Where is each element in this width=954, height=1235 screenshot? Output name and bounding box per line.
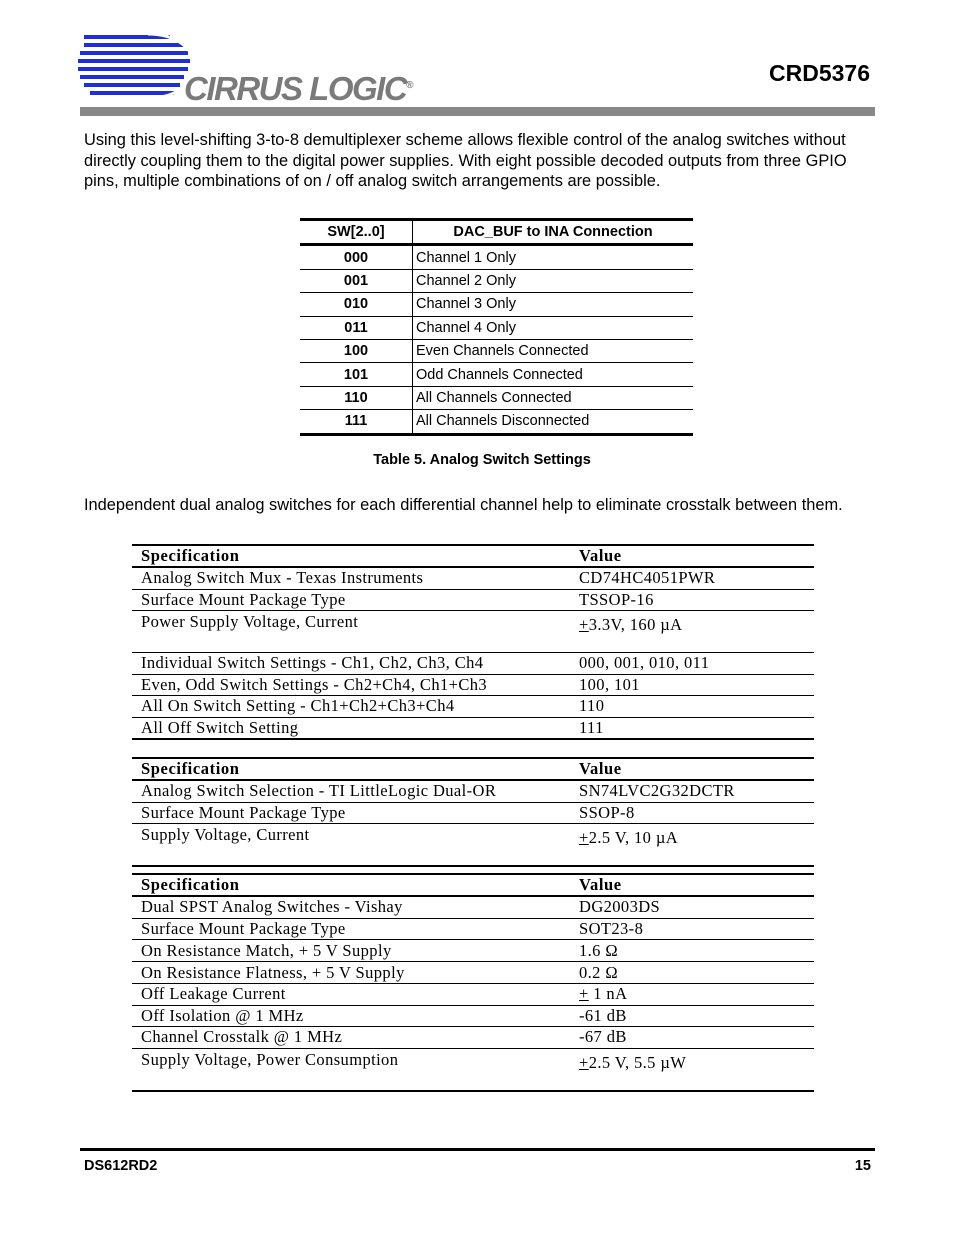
connection: All Channels Disconnected <box>416 413 590 430</box>
document-title: CRD5376 <box>769 60 870 86</box>
table-row <box>132 653 814 675</box>
table-row <box>300 293 693 316</box>
spec-value: TSSOP-16 <box>570 589 814 611</box>
spec-name: Surface Mount Package Type <box>132 589 570 611</box>
document-number: DS612RD2 <box>84 1158 158 1174</box>
logo-wordmark: CIRRUS LOGIC® <box>184 70 413 107</box>
column-header-connection: DAC_BUF to INA Connection <box>413 220 694 245</box>
table-header-row <box>300 220 693 245</box>
dual-or-spec-table <box>132 757 814 867</box>
spec-name: Supply Voltage, Current <box>132 824 570 867</box>
sw-code: 110 <box>300 386 413 409</box>
spec-name: Off Leakage Current <box>132 984 570 1006</box>
intro-paragraph: Using this level-shifting 3-to-8 demultiplexer scheme allows flexible control of the analog switches without directly coupling them to the digital power supplies. With eight possible decoded outputs from three GPIO pins, multiple combinations of on / off analog switch arrangements are possible. <box>84 131 847 190</box>
table-row <box>300 316 693 339</box>
value-header: Value <box>570 874 814 896</box>
spec-name: Surface Mount Package Type <box>132 802 570 824</box>
spec-value: -67 dB <box>570 1027 814 1049</box>
connection: All Channels Connected <box>413 386 694 409</box>
spec-name: Channel Crosstalk @ 1 MHz <box>132 1027 570 1049</box>
table-row <box>132 984 814 1006</box>
spec-name: Dual SPST Analog Switches - Vishay <box>132 896 570 918</box>
spec-name: On Resistance Flatness, + 5 V Supply <box>132 962 570 984</box>
connection: Even Channels Connected <box>413 339 694 362</box>
spec-value: +2.5 V, 10 µA <box>570 824 814 867</box>
table-row <box>132 962 814 984</box>
spec-name: Power Supply Voltage, Current <box>132 611 570 653</box>
table-row <box>132 696 814 718</box>
spec-name: Supply Voltage, Power Consumption <box>132 1048 570 1091</box>
spec-name: Surface Mount Package Type <box>132 918 570 940</box>
table-row <box>300 410 693 434</box>
connection: Channel 3 Only <box>413 293 694 316</box>
table-row <box>132 1027 814 1049</box>
sw-code: 100 <box>300 339 413 362</box>
table-row <box>300 245 693 269</box>
spec-value: 000, 001, 010, 011 <box>570 653 814 675</box>
spec-name: All On Switch Setting - Ch1+Ch2+Ch3+Ch4 <box>132 696 570 718</box>
spec-value: CD74HC4051PWR <box>570 567 814 589</box>
connection: Channel 4 Only <box>413 316 694 339</box>
table-row <box>132 589 814 611</box>
spec-value: SOT23-8 <box>570 918 814 940</box>
vishay-spec-table <box>132 873 814 1092</box>
spec-value: SSOP-8 <box>570 802 814 824</box>
spec-name: Off Isolation @ 1 MHz <box>132 1005 570 1027</box>
spec-header: Specification <box>132 545 570 567</box>
spec-header: Specification <box>132 758 570 780</box>
page-number: 15 <box>854 1158 871 1174</box>
connection: Odd Channels Connected <box>413 363 694 386</box>
table-row <box>132 896 814 918</box>
table-row <box>132 940 814 962</box>
spec-name: Individual Switch Settings - Ch1, Ch2, Ch3, Ch4 <box>132 653 570 675</box>
table-row <box>132 717 814 739</box>
footer-divider <box>80 1148 875 1151</box>
sw-code: 111 <box>300 410 413 434</box>
analog-switch-settings-table <box>300 218 693 436</box>
spec-header-row <box>132 545 814 567</box>
table-row <box>132 611 814 653</box>
connection: Channel 1 Only <box>413 245 694 269</box>
table-row <box>132 1005 814 1027</box>
spec-value: 1.6 Ω <box>570 940 814 962</box>
table-caption: Table 5. Analog Switch Settings <box>373 452 591 468</box>
spec-value: 100, 101 <box>570 674 814 696</box>
table-row <box>300 339 693 362</box>
table-row <box>132 567 814 589</box>
value-header: Value <box>570 758 814 780</box>
table-row <box>132 1048 814 1091</box>
spec-value: SN74LVC2G32DCTR <box>570 780 814 802</box>
spec-name: Analog Switch Selection - TI LittleLogic Dual-OR <box>132 780 570 802</box>
table-row <box>132 802 814 824</box>
sw-code: 000 <box>300 245 413 269</box>
mux-spec-table <box>132 544 814 740</box>
spec-header-row <box>132 758 814 780</box>
spec-value: +2.5 V, 5.5 µW <box>570 1048 814 1091</box>
table-row <box>132 918 814 940</box>
spec-value: 0.2 Ω <box>570 962 814 984</box>
table-row <box>300 269 693 292</box>
cirrus-logic-logo <box>78 32 413 107</box>
sw-code: 101 <box>300 363 413 386</box>
table-row <box>132 780 814 802</box>
table-row <box>132 674 814 696</box>
value-header: Value <box>570 545 814 567</box>
spec-value: DG2003DS <box>570 896 814 918</box>
sw-code: 011 <box>300 316 413 339</box>
independent-paragraph: Independent dual analog switches for each differential channel help to eliminate crosstalk between them. <box>84 496 843 514</box>
connection: Channel 2 Only <box>413 269 694 292</box>
spec-value: 111 <box>570 717 814 739</box>
spec-name: Analog Switch Mux - Texas Instruments <box>132 567 570 589</box>
spec-name: All Off Switch Setting <box>132 717 570 739</box>
sw-code: 010 <box>300 293 413 316</box>
sw-code: 001 <box>300 269 413 292</box>
table-row <box>300 386 693 409</box>
spec-value: 110 <box>570 696 814 718</box>
spec-header: Specification <box>132 874 570 896</box>
spec-value: -61 dB <box>570 1005 814 1027</box>
table-row <box>132 824 814 867</box>
header-divider <box>80 107 875 116</box>
spec-header-row <box>132 874 814 896</box>
spec-value: + 1 nA <box>570 984 814 1006</box>
column-header-sw: SW[2..0] <box>300 220 413 245</box>
table-row <box>300 363 693 386</box>
spec-value: +3.3V, 160 µA <box>570 611 814 653</box>
spec-name: On Resistance Match, + 5 V Supply <box>132 940 570 962</box>
spec-name: Even, Odd Switch Settings - Ch2+Ch4, Ch1+Ch3 <box>132 674 570 696</box>
